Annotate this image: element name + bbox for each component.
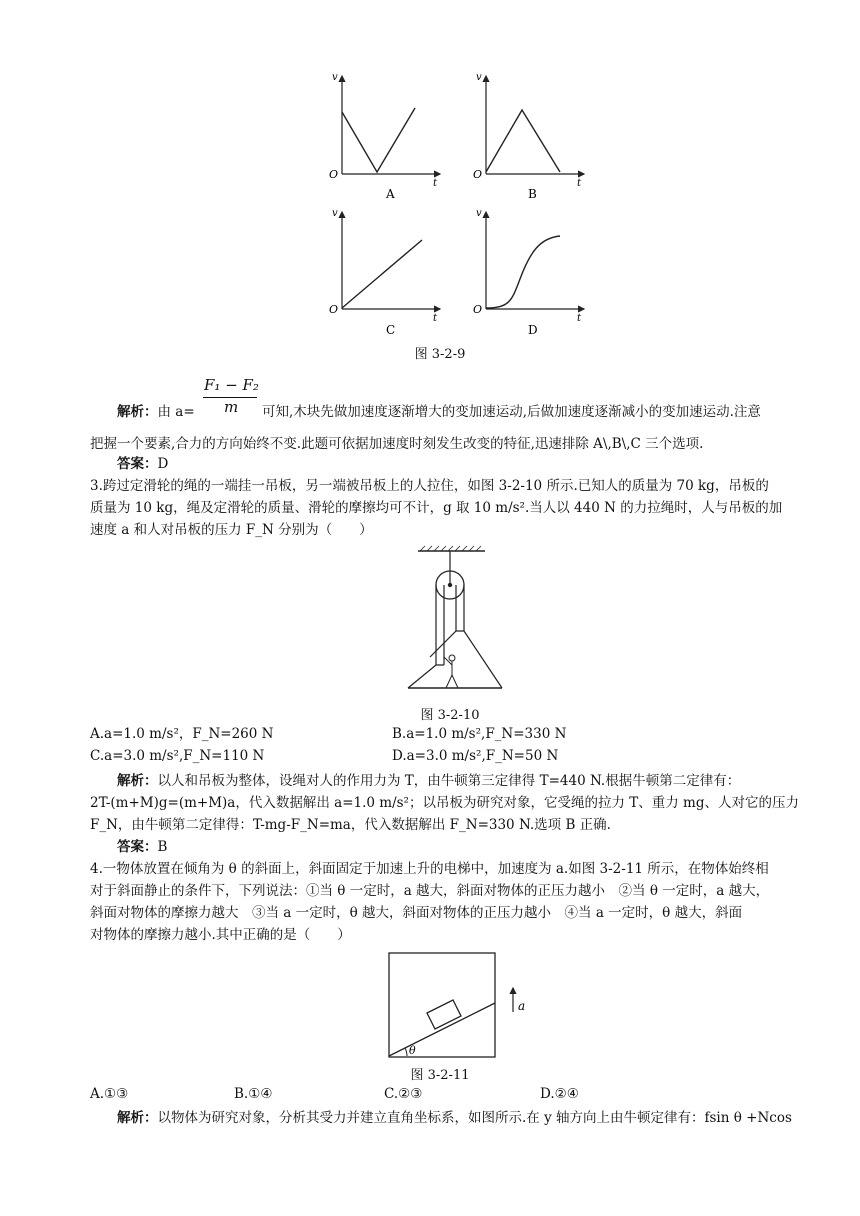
graph-a: [329, 72, 440, 201]
q3-analysis-line2: 2T-(m+M)g=(m+M)a，代入数据解出 a=1.0 m/s²；以吊板为研究对象，它受绳的拉力 T、重力 mg、人对它的压力: [90, 795, 799, 811]
q2-answer: 答案：D: [117, 456, 169, 472]
q4-stem-line1: 4.一物体放置在倾角为 θ 的斜面上，斜面固定于加速上升的电梯中，加速度为 a.如图 3-2-11 所示，在物体始终相: [90, 861, 769, 877]
graph-b: [473, 72, 584, 201]
svg-text:t: t: [433, 313, 438, 324]
incline-svg: [385, 950, 535, 1062]
q3-answer: 答案：B: [117, 839, 168, 855]
q3-option-b: B.a=1.0 m/s²,F_N=330 N: [392, 726, 567, 742]
q3-option-c: C.a=3.0 m/s²,F_N=110 N: [90, 748, 265, 764]
q3-analysis-line1: 解析：以人和吊板为整体，设绳对人的作用力为 T，由牛顿第三定律得 T=440 N.根据牛顿第二定律有：: [117, 773, 741, 789]
q3-stem-line2: 质量为 10 kg，绳及定滑轮的质量、滑轮的摩擦均可不计，g 取 10 m/s².当人以 440 N 的力拉绳时，人与吊板的加: [90, 500, 783, 516]
q2-analysis-line2: 把握一个要素,合力的方向始终不变.此题可依据加速度时刻发生改变的特征,迅速排除 A\,B\,C 三个选项.: [90, 436, 704, 452]
q2-analysis-line1: 解析：由 a=: [117, 404, 195, 420]
svg-text:v: v: [332, 72, 338, 83]
q3-stem-line1: 3.跨过定滑轮的绳的一端挂一吊板，另一端被吊板上的人拉住，如图 3-2-10 所示.已知人的质量为 70 kg，吊板的: [90, 478, 769, 494]
svg-text:t: t: [433, 178, 438, 189]
figure-caption-3-2-11: 图 3-2-11: [410, 1068, 470, 1083]
svg-text:θ: θ: [409, 1044, 416, 1057]
svg-text:O: O: [473, 303, 483, 316]
figure-3-2-10: [400, 545, 510, 695]
q4-option-b: B.①④: [234, 1086, 273, 1102]
svg-text:t: t: [577, 313, 582, 324]
q4-option-c: C.②③: [384, 1086, 423, 1102]
q4-stem-line4: 对物体的摩擦力越小.其中正确的是（ ）: [90, 927, 351, 943]
svg-text:O: O: [329, 168, 339, 181]
figure-caption-3-2-10: 图 3-2-10: [420, 708, 480, 723]
q3-option-d: D.a=3.0 m/s²,F_N=50 N: [392, 748, 559, 764]
svg-text:v: v: [476, 72, 482, 83]
fraction-denominator: m: [224, 398, 239, 416]
figure-3-2-11: [385, 950, 535, 1062]
vt-graphs-svg: [320, 64, 600, 354]
q4-option-a: A.①③: [90, 1086, 129, 1102]
q4-stem-line3: 斜面对物体的摩擦力越大 ③当 a 一定时，θ 越大，斜面对物体的正压力越小 ④当 a 一定时，θ 越大，斜面: [90, 905, 743, 921]
q3-option-a: A.a=1.0 m/s²，F_N=260 N: [90, 726, 274, 742]
q3-analysis-line3: F_N，由牛顿第二定律得：T-mg-F_N=ma，代入数据解出 F_N=330 N.选项 B 正确.: [90, 817, 611, 833]
q3-stem-line3: 速度 a 和人对吊板的压力 F_N 分别为（ ）: [90, 522, 373, 538]
q2-analysis-line1-cont: 可知,木块先做加速度逐渐增大的变加速运动,后做加速度逐渐减小的变加速运动.注意: [262, 404, 761, 420]
svg-text:B: B: [528, 187, 537, 201]
svg-text:O: O: [329, 303, 339, 316]
svg-text:v: v: [332, 208, 338, 219]
svg-text:A: A: [386, 187, 395, 201]
svg-text:O: O: [473, 168, 483, 181]
fraction-numerator: F₁ − F₂: [204, 376, 259, 394]
graph-d: [473, 208, 584, 337]
q4-option-d: D.②④: [540, 1086, 579, 1102]
svg-text:C: C: [386, 323, 396, 337]
graph-c: [329, 208, 440, 337]
figure-3-2-9: [320, 64, 600, 354]
pulley-svg: [400, 545, 510, 695]
q4-analysis-line1: 解析：以物体为研究对象，分析其受力并建立直角坐标系，如图所示.在 y 轴方向上由牛顿定律有：fsin θ +Ncos: [117, 1110, 792, 1126]
q4-stem-line2: 对于斜面静止的条件下，下列说法：①当 θ 一定时，a 越大，斜面对物体的正压力越小 ②当 θ 一定时，a 越大，: [90, 883, 770, 899]
svg-text:D: D: [528, 323, 538, 337]
figure-caption-3-2-9: 图 3-2-9: [414, 347, 466, 362]
svg-text:t: t: [577, 178, 582, 189]
svg-text:v: v: [476, 208, 482, 219]
svg-text:a: a: [518, 999, 526, 1013]
